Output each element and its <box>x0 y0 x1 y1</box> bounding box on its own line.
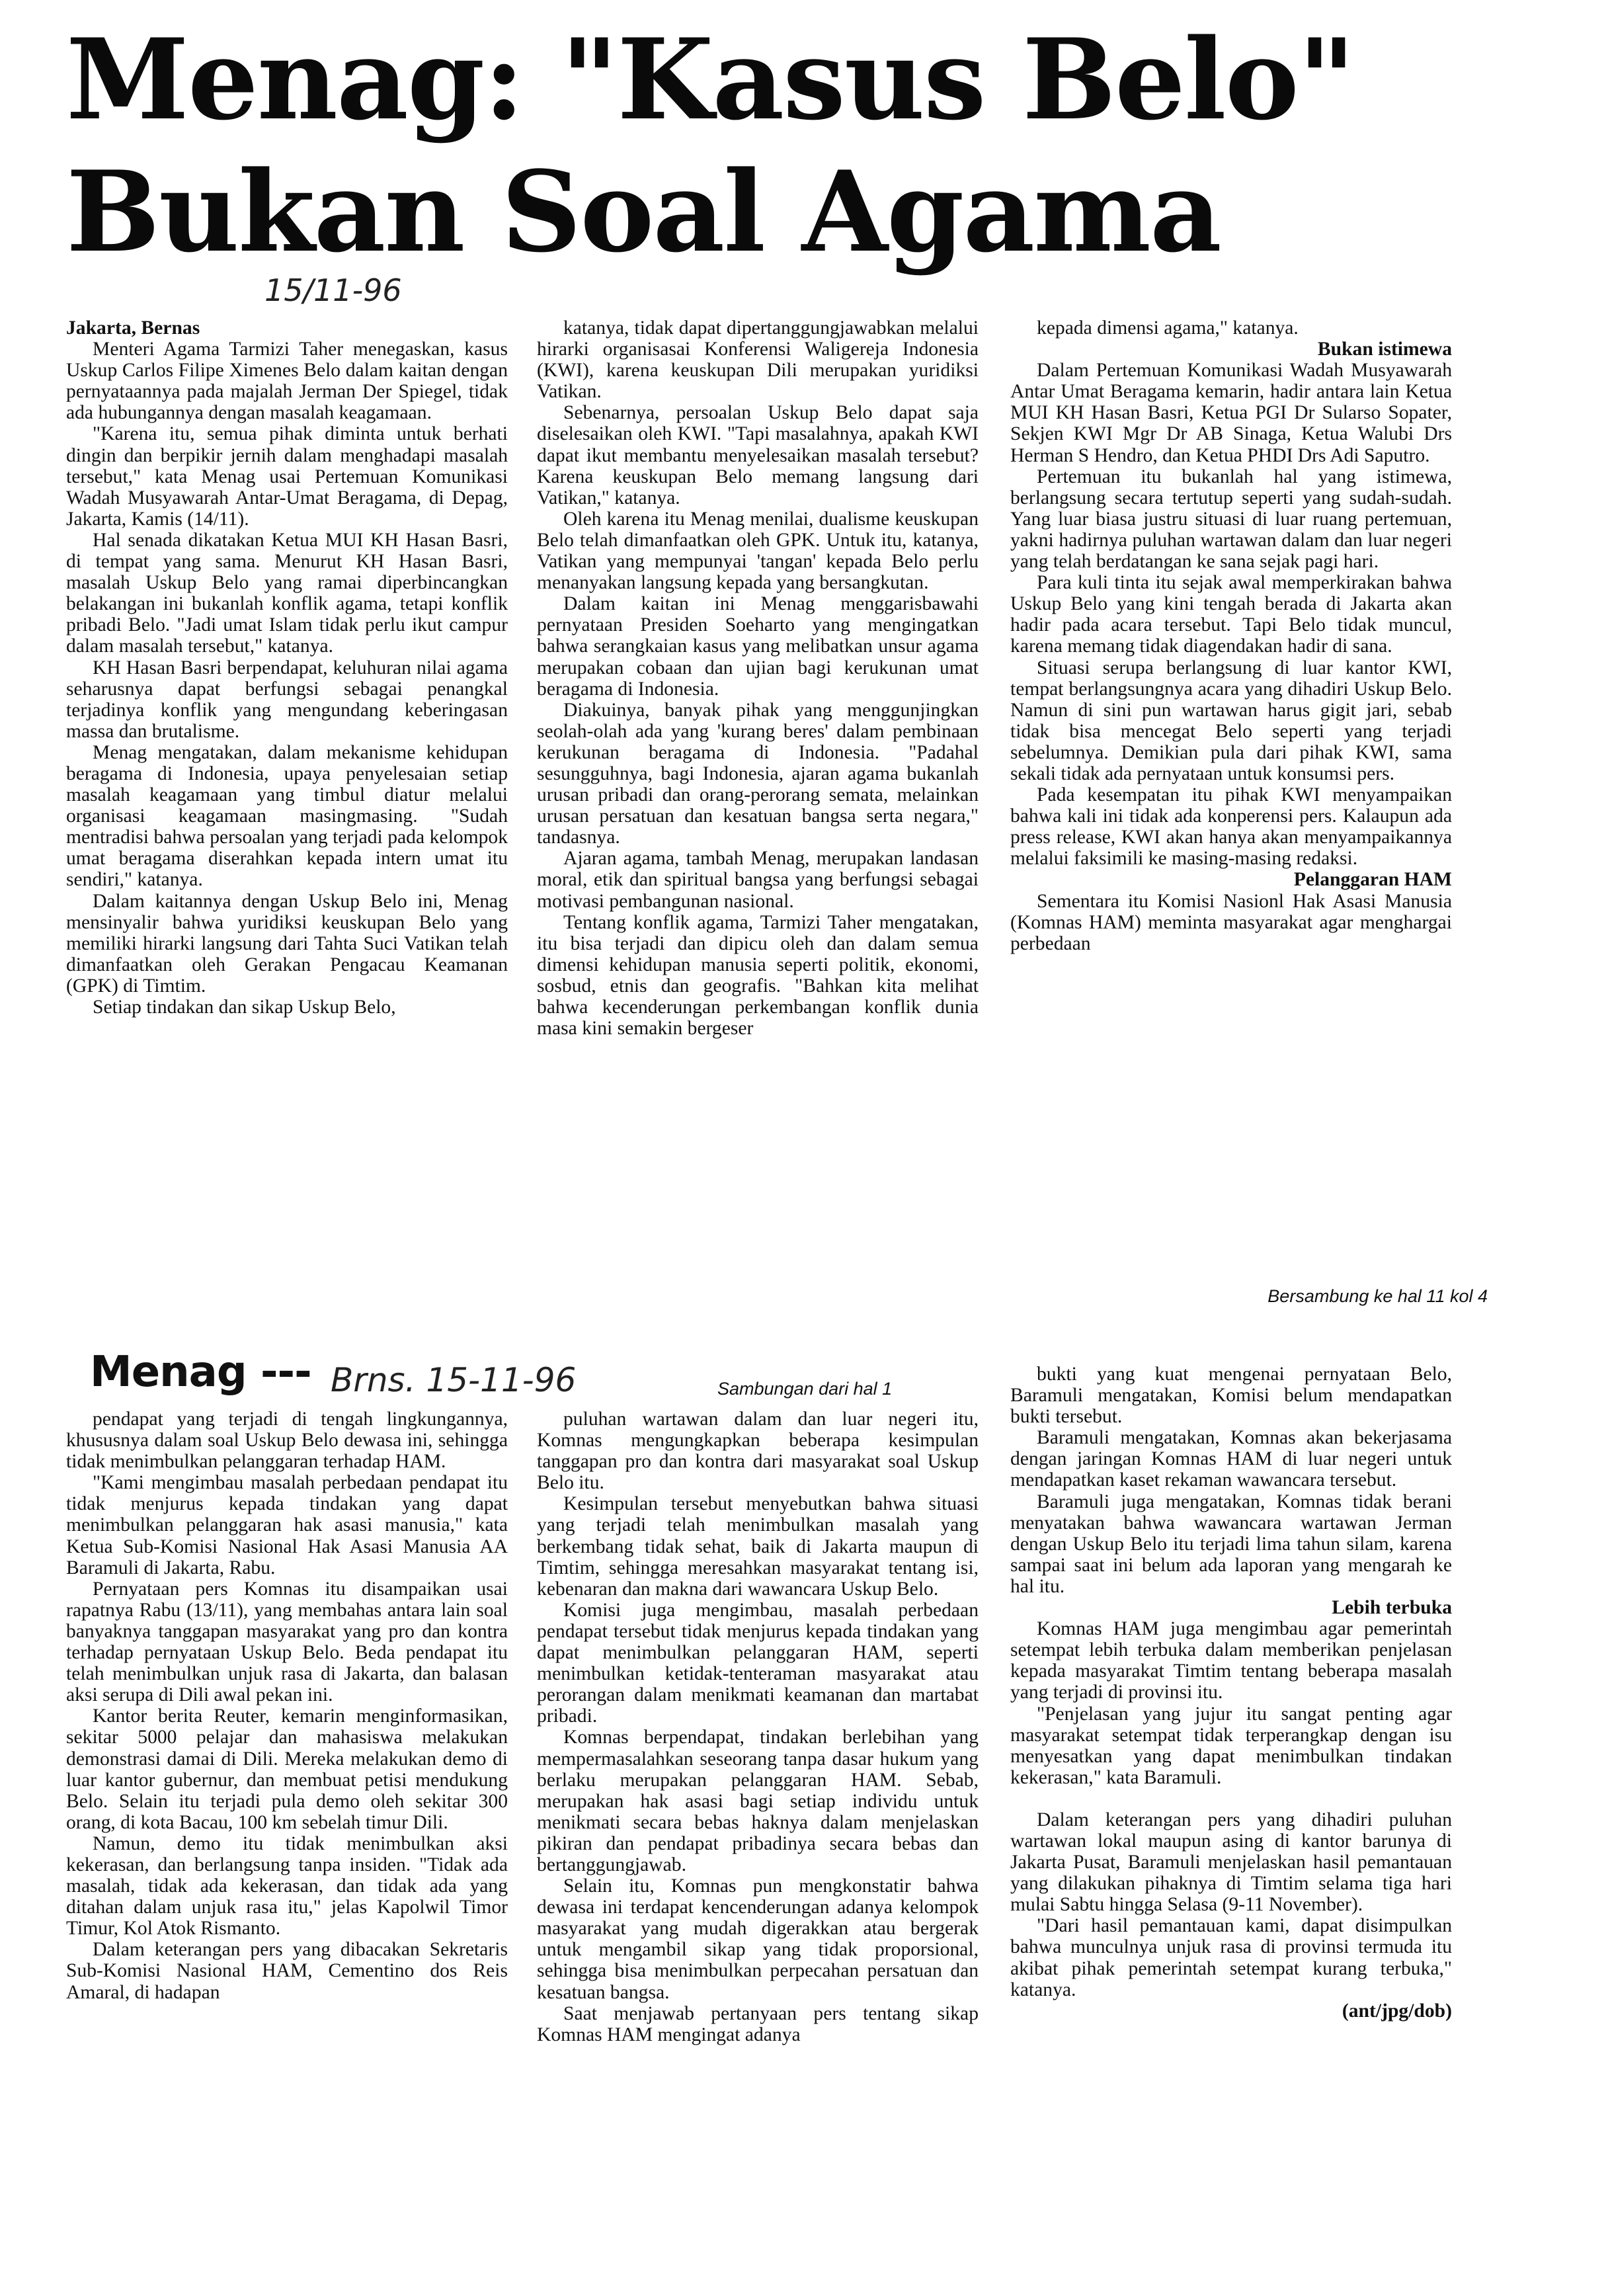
paragraph: Namun, demo itu tidak menimbulkan aksi kekerasan, dan berlangsung tanpa insiden. "Tidak ada masalah, tidak ada kekerasan, dan tidak ada yang ditahan dalam unjuk rasa itu," jelas Kapolwil Timor Timur, Kol Atok Rismanto. <box>66 1832 508 1940</box>
subheading-lebih-terbuka: Lebih terbuka <box>1332 1597 1452 1619</box>
paragraph: Komnas berpendapat, tindakan berlebihan yang mempermasalahkan seseorang tanpa dasar hukum yang berlaku merupakan pelanggaran HAM. Sebab, merupakan hak asasi bagi setiap individu untuk menikmati secara bebas haknya dalam menjelaskan pikiran dan pendapat pribadinya secara bebas dan bertanggungjawab. <box>537 1727 979 1875</box>
headline <box>66 13 1547 278</box>
headline-line-2: Bukan Soal Agama <box>66 146 1221 277</box>
paragraph: puluhan wartawan dalam dan luar negeri itu, Komnas mengungkapkan beberapa kesimpulan tanggapan pro dan kontra dari masyarakat soal Uskup Belo itu. <box>537 1409 979 1494</box>
paragraph: Hal senada dikatakan Ketua MUI KH Hasan Basri, di tempat yang sama. Menurut KH Hasan Basri, masalah Uskup Belo yang ramai diperbincangkan belakangan ini bukanlah konflik agama, tetapi konflik pribadi Belo. "Jadi umat Islam tidak perlu ikut campur dalam masalah tersebut," katanya. <box>66 529 508 657</box>
paragraph: Pada kesempatan itu pihak KWI menyampaikan bahwa kali ini tidak ada konperensi pers. Kalaupun ada press release, KWI akan hanya akan menyampaikannya melalui faksimili ke masing-masing redaksi. <box>1010 784 1452 870</box>
dateline: Jakarta, Bernas <box>66 317 200 339</box>
paragraph: Menteri Agama Tarmizi Taher menegaskan, kasus Uskup Carlos Filipe Ximenes Belo dalam kaitan dengan pernyataannya pada majalah Jerman Der Spiegel, tidak ada hubungannya dengan masalah keagamaan. <box>66 339 508 424</box>
paragraph: Komnas HAM juga mengimbau agar pemerintah setempat lebih terbuka dalam memberikan penjelasan kepada masyarakat Timtim tentang beberapa masalah yang terjadi di provinsi itu. <box>1010 1618 1452 1703</box>
cont-col3-body <box>1010 1618 1452 1788</box>
paragraph: Selain itu, Komnas pun mengkonstatir bahwa dewasa ini terdapat kencenderungan adanya kelompok masyarakat yang mudah digerakkan atau bergerak untuk mengambil sikap yang tidak proporsional, sehingga bisa menimbulkan perpecahan persatuan dan kesatuan bangsa. <box>537 1875 979 2003</box>
continued-note: Bersambung ke hal 11 kol 4 <box>1267 1286 1488 1306</box>
article-col2-body <box>537 317 979 1039</box>
article-column-3 <box>1010 317 1452 1270</box>
paragraph: kepada dimensi agama," katanya. <box>1037 317 1299 339</box>
paragraph: Dalam kaitannya dengan Uskup Belo ini, Menag mensinyalir bahwa yuridiksi keuskupan Belo yang memiliki hirarki langsung dari Tahta Suci Vatikan telah dimanfaatkan oleh Gerakan Pengacau Keamanan (GPK) di Timtim. <box>66 890 508 997</box>
paragraph: Baramuli juga mengatakan, Komnas tidak berani menyatakan bahwa wawancara wartawan Jerman dengan Uskup Belo itu terjadi lima tahun silam, karena sampai saat ini belum ada laporan yang mengarah ke hal itu. <box>1010 1491 1452 1597</box>
cont-col2-body <box>537 1409 979 2045</box>
article-col3-body <box>1010 360 1452 869</box>
paragraph: Pernyataan pers Komnas itu disampaikan usai rapatnya Rabu (13/11), yang membahas antara lain soal banyaknya tanggapan masyarakat yang pro dan kontra terhadap pernyataan Uskup Belo. Beda pendapat itu telah menimbulkan unjuk rasa di Jakarta, dan balasan aksi serupa di Dili awal pekan ini. <box>66 1578 508 1706</box>
paragraph: Baramuli mengatakan, Komnas akan bekerjasama dengan jaringan Komnas HAM di luar negeri untuk mendapatkan kaset rekaman wawancara tersebut. <box>1010 1427 1452 1491</box>
cont-col1-body <box>66 1409 508 2003</box>
article-col3-intro <box>1010 317 1452 339</box>
paragraph: katanya, tidak dapat dipertanggungjawabkan melalui hirarki organisasai Konferensi Waligereja Indonesia (KWI), karena keuskupan Dili merupakan yuridiksi Vatikan. <box>537 317 979 403</box>
paragraph: Para kuli tinta itu sejak awal memperkirakan bahwa Uskup Belo yang kini tengah berada di Jakarta akan hadir pada acara tersebut. Tapi Belo tidak muncul, karena memang tidak diagendakan hadir di sana. <box>1010 572 1452 657</box>
headline-line-1: Menag: "Kasus Belo" <box>66 14 1355 145</box>
paragraph: Setiap tindakan dan sikap Uskup Belo, <box>93 997 396 1018</box>
paragraph: "Penjelasan yang jujur itu sangat penting agar masyarakat setempat tidak terperangkap dengan isu menyesatkan yang dapat menimbulkan tindakan kekerasan," kata Baramuli. <box>1010 1703 1452 1788</box>
paragraph: pendapat yang terjadi di tengah lingkungannya, khususnya dalam soal Uskup Belo dewasa ini, sehingga tidak menimbulkan pelanggaran terhadap HAM. <box>66 1409 508 1473</box>
continuation-column-1 <box>66 1409 508 2288</box>
paragraph: Sebenarnya, persoalan Uskup Belo dapat saja diselesaikan oleh KWI. "Tapi masalahnya, apakah KWI dapat ikut membantu menyelesaikan masalah tersebut? Karena keuskupan Belo memang langsung dari Vatikan," katanya. <box>537 402 979 509</box>
paragraph: Dalam Pertemuan Komunikasi Wadah Musyawarah Antar Umat Beragama kemarin, hadir antara lain Ketua MUI KH Hasan Basri, Ketua PGI Dr Sularso Sopater, Sekjen KWI Mgr Dr AB Sinaga, Ketua Walubi Drs Herman S Hendro, dan Ketua PHDI Drs Adi Saputro. <box>1010 360 1452 466</box>
paragraph: Komisi juga mengimbau, masalah perbedaan pendapat tersebut tidak menjurus kepada tindakan yang dapat menimbulkan pelanggaran HAM, seperti menimbulkan ketidak-tenteraman masyarakat atau perorangan dalam menikmati keamanan dan martabat pribadi. <box>537 1599 979 1727</box>
author-signature: (ant/jpg/dob) <box>1342 2000 1452 2022</box>
paragraph: bukti yang kuat mengenai pernyataan Belo, Baramuli mengatakan, Komisi belum mendapatkan bukti tersebut. <box>1010 1364 1452 1428</box>
article-column-2 <box>537 317 979 1296</box>
paragraph: Tentang konflik agama, Tarmizi Taher mengatakan, itu bisa terjadi dan dipicu oleh dan dalam semua dimensi kehidupan manusia seperti politik, ekonomi, sosbud, etnis dan geografis. "Bahkan kita melihat bahwa kecenderungan perkembangan konflik dunia masa kini semakin bergeser <box>537 911 979 1040</box>
paragraph: Ajaran agama, tambah Menag, merupakan landasan moral, etik dan spiritual bangsa yang berfungsi sebagai motivasi pembangunan nasional. <box>537 848 979 912</box>
paragraph: "Karena itu, semua pihak diminta untuk berhati dingin dan berpikir jernih dalam menghadapi masalah tersebut," kata Menag usai Pertemuan Komunikasi Wadah Musyawarah Antar-Umat Beragama, di Depag, Jakarta, Kamis (14/11). <box>66 423 508 530</box>
subheading-pelanggaran-ham: Pelanggaran HAM <box>1293 869 1452 891</box>
continuation-column-2 <box>537 1409 979 2288</box>
paragraph: Menag mengatakan, dalam mekanisme kehidupan beragama di Indonesia, upaya penyelesaian setiap masalah keagamaan yang timbul diatur melalui organisasi keagamaan masingmasing. "Sudah mentradisi bahwa persoalan yang terjadi pada kelompok umat beragama diserahkan kepada intern umat itu sendiri," katanya. <box>66 741 508 891</box>
paragraph: KH Hasan Basri berpendapat, keluhuran nilai agama seharusnya dapat berfungsi sebagai penangkal terjadinya konflik yang mengundang keberingasan massa dan brutalisme. <box>66 657 508 742</box>
paragraph: Dalam keterangan pers yang dihadiri puluhan wartawan lokal maupun asing di kantor barunya di Jakarta Pusat, Baramuli menjelaskan hasil pemantauan yang dilakukan pihaknya di Timtim selama tiga hari mulai Sabtu hingga Selasa (9-11 November). <box>1010 1809 1452 1916</box>
paragraph: "Kami mengimbau masalah perbedaan pendapat itu tidak menjurus kepada tindakan yang dapat menimbulkan pelanggaran hak asasi manusia," kata Ketua Sub-Komisi Nasional Hak Asasi Manusia AA Baramuli di Jakarta, Rabu. <box>66 1472 508 1578</box>
paragraph-gap <box>1010 1788 1452 1809</box>
cont-col3-intro <box>1010 1364 1452 1597</box>
article-col1-body <box>66 339 508 1018</box>
paragraph: Kesimpulan tersebut menyebutkan bahwa situasi yang terjadi telah menimbulkan masalah yang berkembang tidak sehat, baik di Jakarta maupun di Timtim, sehingga meresahkan masyarakat tentang isi, kebenaran dan makna dari wawancara Uskup Belo. <box>537 1493 979 1600</box>
handwritten-continuation-date: Brns. 15-11-96 <box>331 1361 577 1399</box>
article-col3-end <box>1010 891 1452 954</box>
paragraph: Situasi serupa berlangsung di luar kantor KWI, tempat berlangsungnya acara yang dihadiri Uskup Belo. Namun di sini pun wartawan harus gigit jari, sebab tidak bisa mencegat Belo seperti yang terjadi sebelumnya. Demikian pula dari pihak KWI, sama sekali tidak ada pernyataan untuk konsumsi pers. <box>1010 657 1452 784</box>
paragraph: "Dari hasil pemantauan kami, dapat disimpulkan bahwa munculnya unjuk rasa di provinsi termuda itu akibat pihak pemerintah setempat kurang terbuka," katanya. <box>1010 1915 1452 2000</box>
paragraph: Dalam keterangan pers yang dibacakan Sekretaris Sub-Komisi Nasional HAM, Cementino dos Reis Amaral, di hadapan <box>66 1939 508 2003</box>
subheading-bukan-istimewa: Bukan istimewa <box>1317 339 1452 360</box>
article-column-1 <box>66 317 508 1296</box>
paragraph: Kantor berita Reuter, kemarin menginformasikan, sekitar 5000 pelajar dan mahasiswa melakukan demonstrasi damai di Dili. Mereka melakukan demo di luar kantor gubernur, dan membuat petisi mendukung Belo. Selain itu terjadi pula demo oleh sekitar 300 orang, di kota Bacau, 100 km sebelah timur Dili. <box>66 1705 508 1833</box>
continuation-title: Menag --- <box>90 1348 311 1397</box>
cont-col3-end <box>1010 1809 1452 2000</box>
continuation-column-3 <box>1010 1364 1452 2289</box>
handwritten-date: 15/11-96 <box>264 272 402 308</box>
paragraph: Oleh karena itu Menag menilai, dualisme keuskupan Belo telah dimanfaatkan oleh GPK. Untuk itu, katanya, Vatikan yang mempunyai 'tangan' kepada Belo perlu menanyakan langsung kepada yang bersangkutan. <box>537 508 979 594</box>
paragraph: Diakuinya, banyak pihak yang menggunjingkan seolah-olah ada yang 'kurang beres' dalam pembinaan kerukunan beragama di Indonesia. "Padahal sesungguhnya, bagi Indonesia, ajaran agama bukanlah urusan pribadi dan orang-perorang semata, melainkan urusan persatuan dan kesatuan bangsa serta negara," tandasnya. <box>537 699 979 848</box>
paragraph: Saat menjawab pertanyaan pers tentang sikap Komnas HAM mengingat adanya <box>537 2002 979 2045</box>
paragraph: Sementara itu Komisi Nasionl Hak Asasi Manusia (Komnas HAM) meminta masyarakat agar menghargai perbedaan <box>1010 890 1452 954</box>
paragraph: Pertemuan itu bukanlah hal yang istimewa, berlangsung secara tertutup seperti yang sudah-sudah. Yang luar biasa justru situasi di luar ruang pertemuan, yakni hadirnya puluhan wartawan dalam dan luar negeri yang telah berdatangan ke sana sejak pagi hari. <box>1010 466 1452 573</box>
paragraph: Dalam kaitan ini Menag menggarisbawahi pernyataan Presiden Soeharto yang mengingatkan bahwa serangkaian kasus yang melibatkan unsur agama merupakan cobaan dan ujian bagi kerukunan umat beragama di Indonesia. <box>537 593 979 700</box>
continued-from-note: Sambungan dari hal 1 <box>717 1379 893 1399</box>
